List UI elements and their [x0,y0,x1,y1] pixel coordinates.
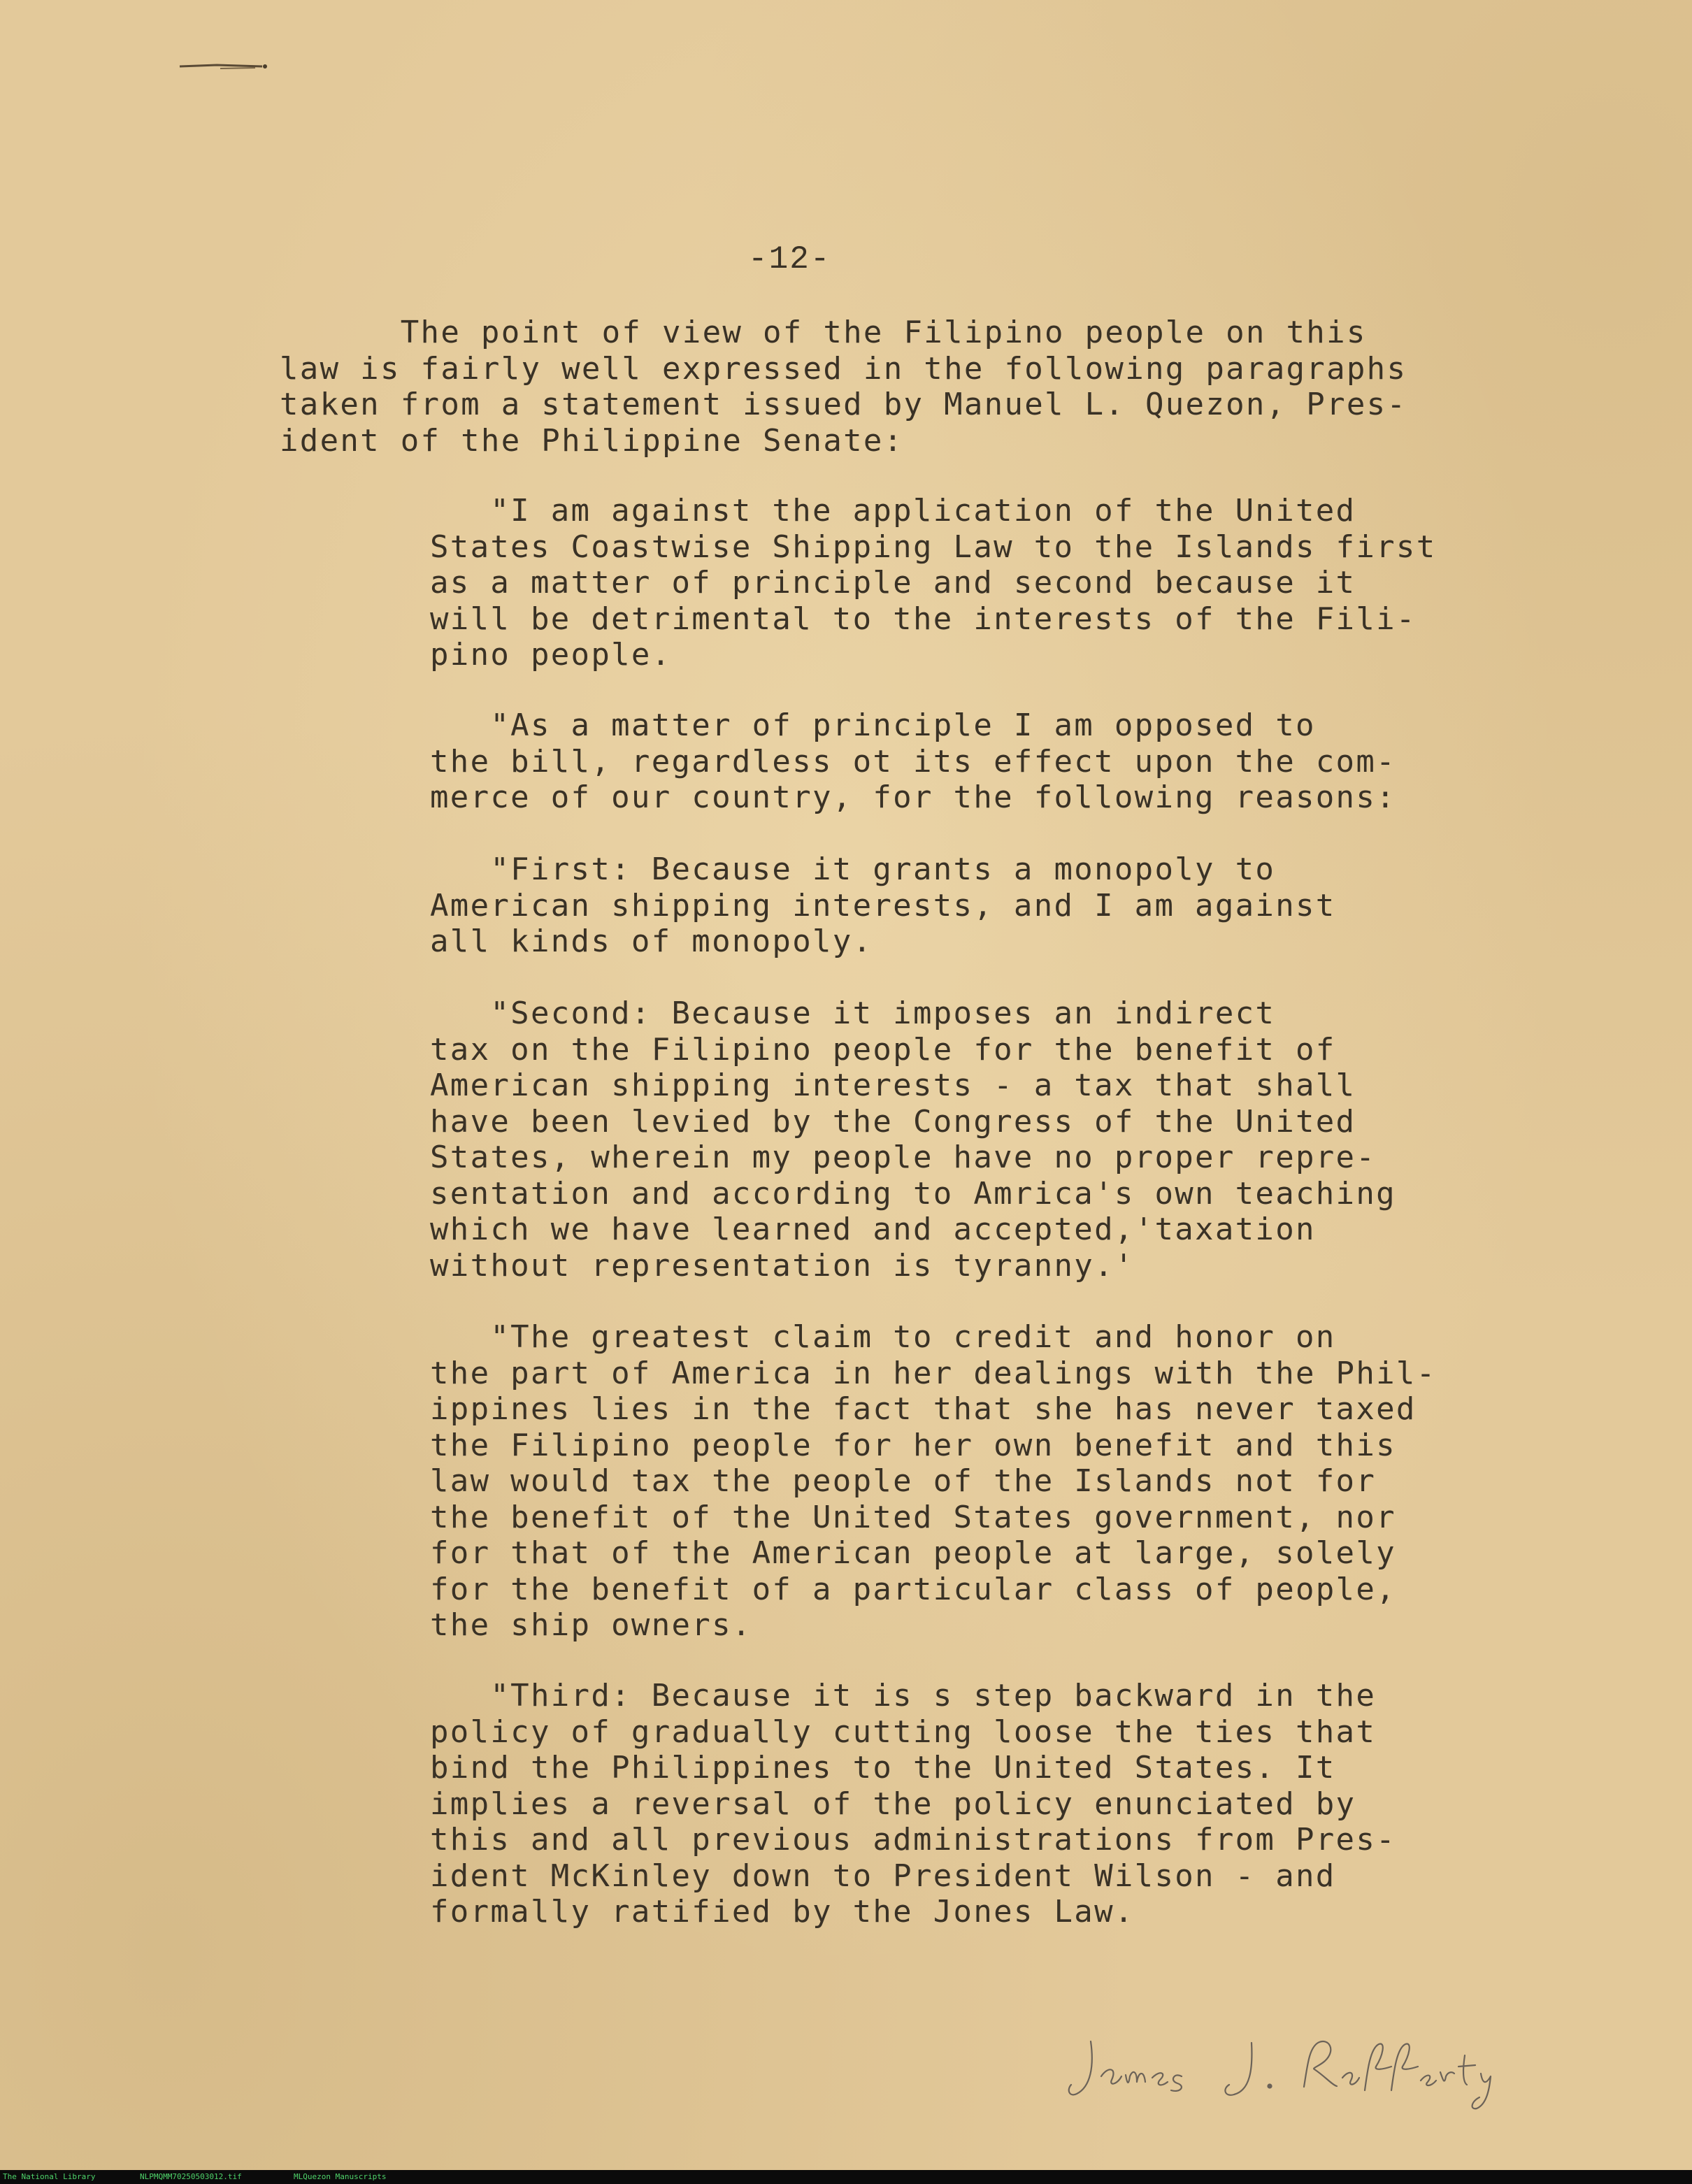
quote-line: States Coastwise Shipping Law to the Islands first [430,529,1437,565]
quote-line: the Filipino people for her own benefit and this [430,1427,1396,1463]
staple-mark-icon [178,62,269,71]
quote-line: law would tax the people of the Islands not for [430,1463,1377,1499]
footer-library: The National Library [3,2172,96,2181]
quote-line: bind the Philippines to the United States. It [430,1750,1336,1786]
quote-line: "Third: Because it is s step backward in the [430,1678,1377,1714]
quote-paragraph-second [430,996,1396,1284]
quote-line: "As a matter of principle I am opposed to [430,707,1316,743]
quote-line: "I am against the application of the United [430,493,1356,529]
quote-line: which we have learned and accepted,'taxation [430,1212,1316,1247]
quote-line: without representation is tyranny.' [430,1247,1135,1284]
quote-paragraph-greatest-claim [430,1319,1437,1644]
quote-paragraph-against-application [430,493,1437,673]
quote-line: all kinds of monopoly. [430,924,873,959]
quote-line: for that of the American people at large, solely [430,1535,1396,1571]
quote-line: the bill, regardless ot its effect upon the com- [430,743,1396,780]
quote-line: this and all previous administrations from Pres- [430,1822,1396,1858]
quote-line: have been levied by the Congress of the United [430,1103,1356,1140]
quote-line: the ship owners. [430,1607,752,1643]
intro-paragraph [280,315,1407,459]
quote-paragraph-third [430,1678,1396,1930]
quote-line: American shipping interests, and I am against [430,887,1336,924]
quote-line: ident McKinley down to President Wilson - and [430,1858,1336,1894]
quote-line: pino people. [430,637,672,673]
quote-paragraph-first [430,852,1336,960]
quote-line: for the benefit of a particular class of people, [430,1571,1396,1607]
quote-line: "First: Because it grants a monopoly to [430,852,1276,887]
quote-line: tax on the Filipino people for the benefit of [430,1031,1336,1068]
quote-line: the part of America in her dealings with the Phil- [430,1355,1437,1391]
footer-file-id: NLPMQMM70250503012.tif [140,2172,242,2181]
handwritten-signature [1063,2027,1496,2118]
quote-line: "The greatest claim to credit and honor on [430,1319,1336,1355]
intro-line: ident of the Philippine Senate: [280,422,904,459]
intro-line: taken from a statement issued by Manuel L. Quezon, Pres- [280,387,1407,422]
quote-line: American shipping interests - a tax that shall [430,1068,1356,1103]
quote-line: implies a reversal of the policy enunciated by [430,1786,1356,1822]
quote-line: formally ratified by the Jones Law. [430,1894,1135,1930]
intro-line: law is fairly well expressed in the following paragraphs [280,350,1407,387]
quote-line: ippines lies in the fact that she has never taxed [430,1391,1417,1427]
page-number: -12- [748,241,831,278]
quote-line: will be detrimental to the interests of the Fili- [430,601,1417,637]
quote-line: merce of our country, for the following reasons: [430,780,1396,815]
archive-footer-bar [0,2170,1692,2184]
quote-line: States, wherein my people have no proper repre- [430,1140,1377,1175]
quote-line: the benefit of the United States government, nor [430,1499,1396,1535]
footer-collection: MLQuezon Manuscripts [294,2172,387,2181]
quote-paragraph-principle [430,707,1396,816]
quote-line: policy of gradually cutting loose the ties that [430,1714,1377,1750]
quote-line: "Second: Because it imposes an indirect [430,996,1276,1031]
quote-line: as a matter of principle and second because it [430,565,1356,601]
quote-line: sentation and according to Amrica's own teaching [430,1175,1396,1212]
intro-line: The point of view of the Filipino people on this [280,315,1367,350]
